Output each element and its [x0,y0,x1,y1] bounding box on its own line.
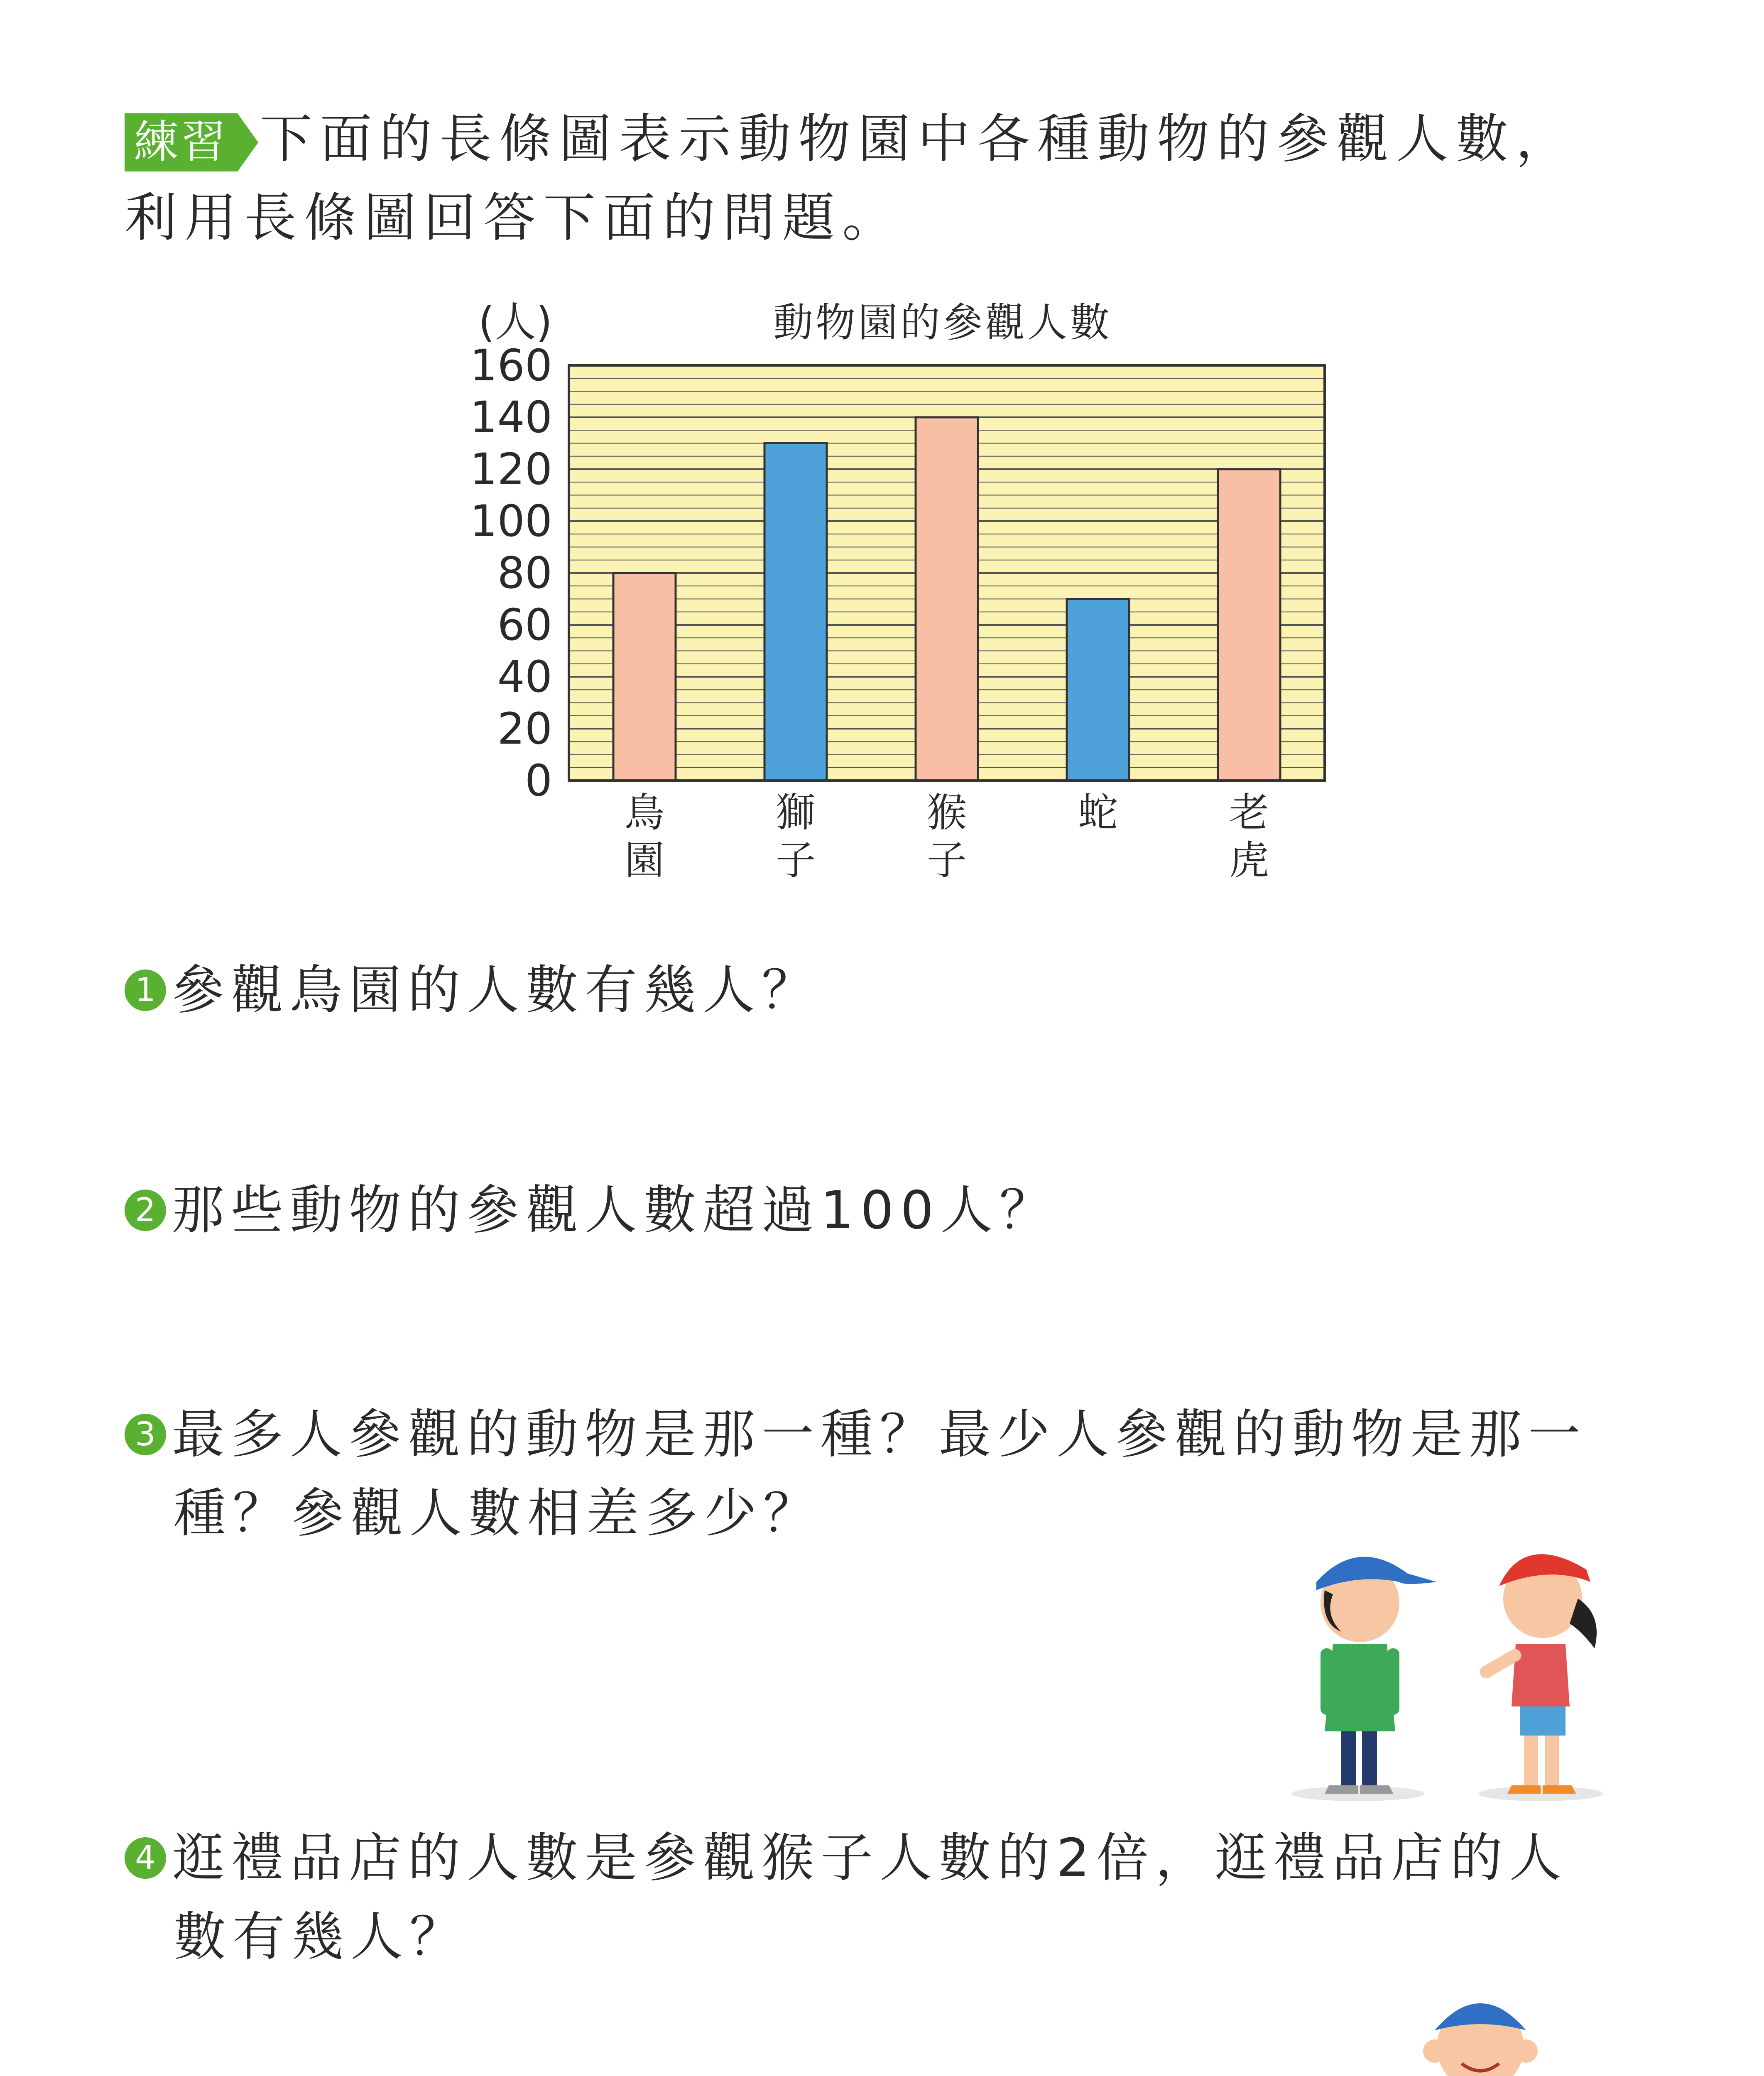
x-tick-label: 猴子 [927,789,967,884]
question-1 [125,951,1669,1030]
x-tick-label: 蛇 [1078,789,1118,836]
bar-5 [1218,469,1280,781]
bar-chart [436,291,1350,905]
intro-line-2: 利用長條圖回答下面的問題。 [125,187,902,248]
question-3-text-1: 最多人參觀的動物是那一種？最少人參觀的動物是那一 [172,1404,1587,1465]
bar-3 [916,417,978,781]
y-tick-label: 20 [497,703,552,754]
question-4-text-1: 逛禮品店的人數是參觀猴子人數的2倍，逛禮品店的人 [172,1827,1568,1888]
boy-with-monkey-keychain-illustration [1370,1951,1619,2076]
y-tick-label: 160 [470,340,552,391]
question-2-text: 那些動物的參觀人數超過100人？ [172,1180,1058,1241]
question-number-4: 4 [125,1837,166,1879]
kids-talking-illustration [1267,1495,1640,1806]
question-number-1: 1 [125,969,166,1011]
y-tick-label: 0 [524,755,552,806]
x-tick-label: 鳥園 [625,789,664,884]
question-number-3: 3 [125,1414,166,1455]
y-tick-label: 140 [470,392,552,443]
x-tick-label: 老虎 [1229,789,1269,884]
question-number-2: 2 [125,1190,166,1231]
y-tick-label: 40 [497,651,552,702]
bar-4 [1067,599,1129,781]
exercise-intro [125,100,1669,257]
bar-1 [613,573,676,781]
exercise-tag: 練習 [125,113,238,171]
y-axis-unit: (人) [478,298,552,346]
y-tick-label: 60 [497,600,552,650]
chart-title: 動物園的參觀人數 [773,299,1112,346]
intro-line-1: 下面的長條圖表示動物園中各種動物的參觀人數， [260,108,1576,169]
question-3-text-2: 種？參觀人數相差多少？ [174,1483,822,1544]
y-tick-label: 80 [497,548,552,598]
y-tick-label: 100 [470,496,552,546]
x-tick-label: 獅子 [776,789,816,884]
question-1-text: 參觀鳥園的人數有幾人？ [172,960,821,1021]
bar-2 [764,443,827,781]
question-2 [125,1171,1669,1250]
question-4-text-2: 數有幾人？ [174,1906,468,1967]
y-tick-label: 120 [470,444,552,495]
